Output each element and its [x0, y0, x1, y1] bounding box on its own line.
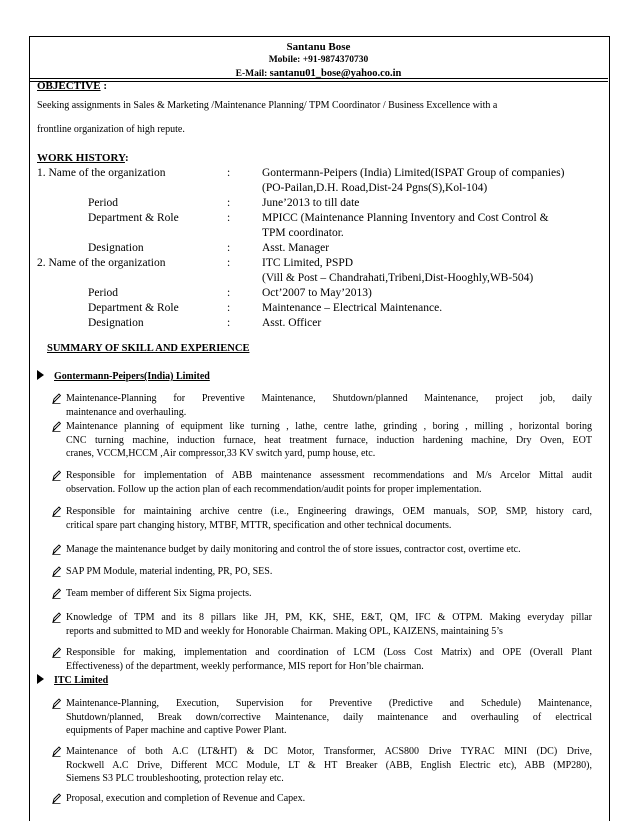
bullet-line: Manage the maintenance budget by daily monitoring and control the of store issues, contractor cost, overtime etc. — [66, 544, 521, 555]
bullet-line: Effectiveness) of the department, weekly performance, MIS report for Hon’ble chairman. — [66, 660, 424, 672]
bullet-line: Team member of different Six Sigma projects. — [66, 588, 252, 599]
work-history-value: TPM coordinator. — [262, 227, 344, 239]
work-history-value: (Vill & Post – Chandrahati,Tribeni,Dist-Hooghly,WB-504) — [262, 272, 534, 284]
work-history-colon: : — [227, 197, 231, 209]
email-link[interactable]: santanu01_bose@yahoo.co.in — [269, 68, 402, 79]
work-history-colon: : — [227, 167, 231, 179]
bullet-line: Maintenance-Planning, Execution, Supervision for Preventive (Predictive and Schedule) Maintenance, — [66, 698, 592, 709]
experience-bullet — [52, 469, 592, 496]
bullet-line: reports and submitted to MD and weekly for Honorable Chairman. Making OPL, KAIZENS, maintaining 5’s — [66, 625, 503, 637]
work-history-row — [37, 226, 602, 241]
work-history-label: Designation — [88, 317, 144, 329]
arrow-bullet-icon — [37, 370, 44, 380]
work-history-row — [37, 181, 602, 196]
company-name: Gontermann-Peipers(India) Limited — [54, 371, 210, 382]
pencil-bullet-icon — [52, 793, 61, 804]
bullet-line: Maintenance of both A.C (LT&HT) & DC Motor, Transformer, ACS800 Drive TYRAC MINI (DC) Drive, — [66, 746, 592, 757]
work-history-colon: : — [227, 287, 231, 299]
work-history-label: Period — [88, 197, 119, 209]
experience-bullet — [52, 505, 592, 532]
pencil-bullet-icon — [52, 698, 61, 709]
bullet-line: Proposal, execution and completion of Revenue and Capex. — [66, 793, 306, 804]
pencil-bullet-icon — [52, 647, 61, 658]
mobile-number: Mobile: +91-9874370730 — [268, 55, 369, 65]
pencil-bullet-icon — [52, 746, 61, 757]
work-history-row — [37, 316, 602, 331]
pencil-bullet-icon — [52, 470, 61, 481]
work-history-value: MPICC (Maintenance Planning Inventory and Cost Control & — [262, 212, 549, 224]
bullet-line: Shutdown/planned, Break down/corrective Maintenance, daily maintenance and overhauling of electrical — [66, 711, 592, 723]
bullet-line: SAP PM Module, material indenting, PR, PO, SES. — [66, 566, 273, 577]
work-history-row — [37, 211, 602, 226]
work-history-value: June’2013 to till date — [262, 197, 360, 209]
bullet-line: Siemens S3 PLC troubleshooting, protection relay etc. — [66, 773, 284, 785]
header-rule-thin — [29, 81, 608, 82]
work-history-row — [37, 166, 602, 181]
bullet-line: Responsible for making, implementation and coordination of LCM (Loss Cost Matrix) and OPE (Overall Plant — [66, 647, 592, 658]
experience-bullet — [52, 697, 592, 738]
bullet-line: Responsible for implementation of ABB maintenance assessment recommendations and M/s Arcelor Mittal audit — [66, 470, 592, 481]
work-history-row — [37, 271, 602, 286]
experience-bullet — [52, 420, 592, 461]
work-history-value: Asst. Manager — [262, 242, 330, 254]
bullet-line: cranes, VCCM,HCCM ,Air compressor,33 KV switch yard, pump house, etc. — [66, 448, 376, 460]
work-history-label: Department & Role — [88, 302, 179, 314]
work-history-row — [37, 196, 602, 211]
company-heading — [37, 370, 210, 382]
work-history-row — [37, 256, 602, 271]
pencil-bullet-icon — [52, 566, 61, 577]
bullet-line: Rockwell A.C Drive, Different MCC Module, LT & HT Breaker (ABB, English Electric etc), ABB (MP280), — [66, 759, 592, 771]
experience-bullet — [52, 611, 592, 638]
email-label: E-Mail: — [235, 69, 268, 79]
header-rule — [29, 78, 608, 79]
pencil-bullet-icon — [52, 506, 61, 517]
objective-line-2: frontline organization of high repute. — [37, 124, 185, 135]
experience-bullet — [52, 392, 592, 419]
work-history-label: Designation — [88, 242, 144, 254]
work-history-value: ITC Limited, PSPD — [262, 257, 354, 269]
work-history-value: (PO-Pailan,D.H. Road,Dist-24 Pgns(S),Kol-104) — [262, 182, 488, 194]
work-history-value: Gontermann-Peipers (India) Limited(ISPAT Group of companies) — [262, 167, 565, 179]
work-history-label: Department & Role — [88, 212, 179, 224]
work-history-colon: : — [227, 242, 231, 254]
pencil-bullet-icon — [52, 588, 61, 599]
experience-bullet — [52, 745, 592, 786]
bullet-line: Maintenance-Planning for Preventive Maintenance, Shutdown/planned Maintenance, project job, daily — [66, 393, 592, 404]
pencil-bullet-icon — [52, 612, 61, 623]
bullet-line: observation. Follow up the action plan of each recommendation/audit points for proper implementation. — [66, 483, 482, 495]
work-history-row — [37, 301, 602, 316]
work-history-label: 2. Name of the organization — [37, 257, 166, 269]
bullet-line: Maintenance planning of equipment like turning , lathe, centre lathe, grinding , boring , milling , horizontal boring — [66, 421, 592, 432]
work-history-value: Asst. Officer — [262, 317, 322, 329]
work-history-value: Oct’2007 to May’2013) — [262, 287, 372, 299]
bullet-line: critical spare part changing history, MTBF, MTTR, specification and other technical documents. — [66, 519, 452, 531]
pencil-bullet-icon — [52, 393, 61, 404]
objective-heading: OBJECTIVE : — [37, 80, 107, 92]
company-heading — [37, 674, 108, 686]
work-history-table — [37, 166, 602, 331]
work-history-row — [37, 241, 602, 256]
bullet-line: maintenance and overhauling. — [66, 406, 187, 418]
work-history-label: Period — [88, 287, 119, 299]
work-history-colon: : — [227, 257, 231, 269]
work-history-row — [37, 286, 602, 301]
experience-bullet — [52, 543, 592, 557]
work-history-heading: WORK HISTORY: — [37, 152, 129, 164]
pencil-bullet-icon — [52, 421, 61, 432]
bullet-line: equipments of Paper machine and captive Power Plant. — [66, 725, 287, 737]
work-history-value: Maintenance – Electrical Maintenance. — [262, 302, 443, 314]
arrow-bullet-icon — [37, 674, 44, 684]
resume-header — [29, 37, 608, 81]
bullet-line: Responsible for maintaining archive centre (i.e., Engineering drawings, OEM manuals, SOP, SMP, history card, — [66, 506, 592, 517]
work-history-colon: : — [227, 212, 231, 224]
experience-bullet — [52, 587, 592, 601]
experience-bullet — [52, 792, 592, 806]
objective-line-1: Seeking assignments in Sales & Marketing /Maintenance Planning/ TPM Coordinator / Business Excellence with a — [37, 100, 498, 111]
candidate-name: Santanu Bose — [286, 41, 351, 53]
experience-bullet — [52, 565, 592, 579]
pencil-bullet-icon — [52, 544, 61, 555]
company-name: ITC Limited — [54, 675, 109, 686]
work-history-colon: : — [227, 317, 231, 329]
experience-bullet — [52, 646, 592, 673]
bullet-line: CNC turning machine, induction furnace, heat treatment furnace, induction hardening machine, Dry Oven, EOT — [66, 434, 592, 446]
summary-heading: SUMMARY OF SKILL AND EXPERIENCE — [47, 343, 250, 354]
work-history-label: 1. Name of the organization — [37, 167, 166, 179]
work-history-colon: : — [227, 302, 231, 314]
bullet-line: Knowledge of TPM and its 8 pillars like JH, PM, KK, SHE, E&T, QM, IFC & OTPM. Making everyday pillar — [66, 612, 592, 623]
